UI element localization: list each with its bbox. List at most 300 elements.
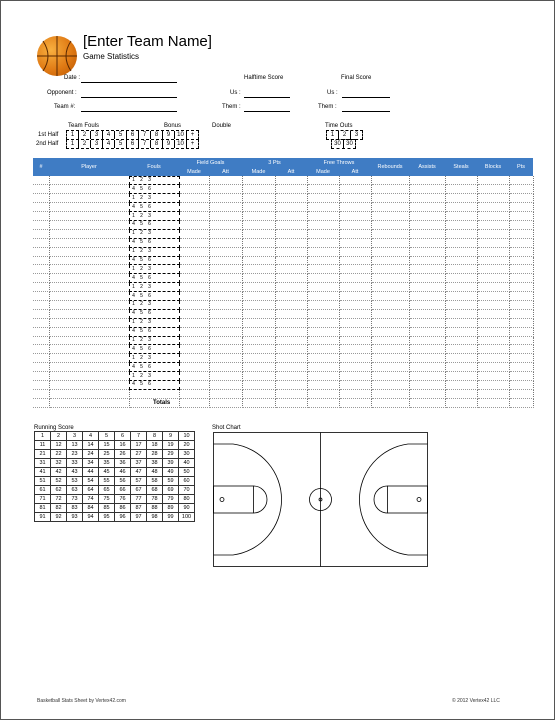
stat-cell[interactable]: [242, 247, 275, 256]
box-1[interactable]: 1: [327, 131, 339, 139]
stat-cell[interactable]: [33, 212, 49, 221]
stat-cell[interactable]: [409, 256, 445, 265]
stat-cell[interactable]: [307, 220, 339, 229]
stat-cell[interactable]: [33, 327, 49, 336]
stat-cell[interactable]: [477, 283, 509, 292]
score-cell[interactable]: 32: [51, 459, 67, 468]
stat-cell[interactable]: [209, 345, 242, 354]
stat-cell[interactable]: [49, 372, 129, 381]
stat-cell[interactable]: [179, 176, 209, 185]
stat-cell[interactable]: [33, 185, 49, 194]
stat-cell[interactable]: [179, 238, 209, 247]
score-cell[interactable]: 77: [131, 495, 147, 504]
stat-cell[interactable]: [477, 256, 509, 265]
stat-cell[interactable]: [275, 327, 307, 336]
stat-cell[interactable]: [339, 247, 371, 256]
stat-cell[interactable]: [509, 380, 533, 389]
score-cell[interactable]: 53: [67, 477, 83, 486]
stat-cell[interactable]: [307, 256, 339, 265]
team-number-field[interactable]: [81, 111, 177, 112]
score-cell[interactable]: 55: [99, 477, 115, 486]
stat-cell[interactable]: [33, 318, 49, 327]
stat-cell[interactable]: [275, 398, 307, 407]
stat-cell[interactable]: [409, 283, 445, 292]
stat-cell[interactable]: [33, 265, 49, 274]
stat-cell[interactable]: [209, 318, 242, 327]
stat-cell[interactable]: [242, 345, 275, 354]
score-cell[interactable]: 42: [51, 468, 67, 477]
stat-cell[interactable]: [509, 300, 533, 309]
stat-cell[interactable]: [371, 283, 409, 292]
stat-cell[interactable]: [49, 292, 129, 301]
box-5[interactable]: 5: [115, 140, 127, 148]
stat-cell[interactable]: [209, 398, 242, 407]
score-cell[interactable]: 52: [51, 477, 67, 486]
score-cell[interactable]: 15: [99, 441, 115, 450]
stat-cell[interactable]: [49, 185, 129, 194]
stat-cell[interactable]: [445, 398, 477, 407]
stat-cell[interactable]: [509, 194, 533, 203]
player-fouls-boxes[interactable]: 1 2 3: [129, 229, 179, 238]
stat-cell[interactable]: [307, 398, 339, 407]
stat-cell[interactable]: [409, 194, 445, 203]
stat-cell[interactable]: [509, 363, 533, 372]
score-cell[interactable]: 24: [83, 450, 99, 459]
stat-cell[interactable]: [307, 203, 339, 212]
stat-cell[interactable]: [179, 283, 209, 292]
stat-cell[interactable]: [209, 292, 242, 301]
box-7[interactable]: 7: [139, 140, 151, 148]
stat-cell[interactable]: [445, 363, 477, 372]
score-cell[interactable]: 54: [83, 477, 99, 486]
stat-cell[interactable]: [371, 345, 409, 354]
stat-cell[interactable]: [275, 256, 307, 265]
score-cell[interactable]: 88: [147, 504, 163, 513]
score-cell[interactable]: 98: [147, 513, 163, 522]
stat-cell[interactable]: [275, 212, 307, 221]
score-cell[interactable]: 59: [163, 477, 179, 486]
score-cell[interactable]: 38: [147, 459, 163, 468]
player-fouls-boxes[interactable]: 1 2 3: [129, 212, 179, 221]
score-cell[interactable]: 8: [147, 432, 163, 441]
stat-cell[interactable]: [33, 309, 49, 318]
stat-cell[interactable]: [242, 283, 275, 292]
stat-cell[interactable]: [477, 194, 509, 203]
player-fouls-boxes[interactable]: 1 2 3: [129, 372, 179, 381]
score-cell[interactable]: 94: [83, 513, 99, 522]
stat-cell[interactable]: [33, 292, 49, 301]
score-cell[interactable]: 18: [147, 441, 163, 450]
stat-cell[interactable]: [307, 265, 339, 274]
score-cell[interactable]: 36: [115, 459, 131, 468]
stat-cell[interactable]: [49, 265, 129, 274]
score-cell[interactable]: 23: [67, 450, 83, 459]
stat-cell[interactable]: [242, 220, 275, 229]
stat-cell[interactable]: [445, 283, 477, 292]
stat-cell[interactable]: [209, 212, 242, 221]
score-cell[interactable]: 33: [67, 459, 83, 468]
stat-cell[interactable]: [242, 318, 275, 327]
player-fouls-boxes[interactable]: 4 5 6: [129, 363, 179, 372]
box-7[interactable]: 7: [139, 131, 151, 139]
score-cell[interactable]: 22: [51, 450, 67, 459]
stat-cell[interactable]: [49, 247, 129, 256]
stat-cell[interactable]: [33, 220, 49, 229]
stat-cell[interactable]: [339, 372, 371, 381]
stat-cell[interactable]: [209, 265, 242, 274]
stat-cell[interactable]: [509, 283, 533, 292]
stat-cell[interactable]: [409, 336, 445, 345]
score-cell[interactable]: 16: [115, 441, 131, 450]
stat-cell[interactable]: [339, 318, 371, 327]
stat-cell[interactable]: [242, 372, 275, 381]
score-cell[interactable]: 68: [147, 486, 163, 495]
score-cell[interactable]: 1: [35, 432, 51, 441]
stat-cell[interactable]: [371, 229, 409, 238]
stat-cell[interactable]: [339, 300, 371, 309]
box-4[interactable]: 4: [103, 140, 115, 148]
stat-cell[interactable]: [445, 238, 477, 247]
stat-cell[interactable]: [242, 363, 275, 372]
stat-cell[interactable]: [179, 354, 209, 363]
basketball-court-diagram[interactable]: [213, 432, 428, 567]
stat-cell[interactable]: [242, 203, 275, 212]
stat-cell[interactable]: [242, 238, 275, 247]
score-cell[interactable]: 30: [179, 450, 195, 459]
score-cell[interactable]: 65: [99, 486, 115, 495]
score-cell[interactable]: 46: [115, 468, 131, 477]
stat-cell[interactable]: [445, 336, 477, 345]
stat-cell[interactable]: [179, 194, 209, 203]
stat-cell[interactable]: [179, 398, 209, 407]
stat-cell[interactable]: [209, 185, 242, 194]
player-fouls-boxes[interactable]: 4 5 6: [129, 292, 179, 301]
stat-cell[interactable]: [371, 292, 409, 301]
stat-cell[interactable]: [242, 327, 275, 336]
stat-cell[interactable]: [477, 318, 509, 327]
stat-cell[interactable]: [209, 283, 242, 292]
box-4[interactable]: 4: [103, 131, 115, 139]
stat-cell[interactable]: [209, 220, 242, 229]
stat-cell[interactable]: [307, 283, 339, 292]
stat-cell[interactable]: [275, 220, 307, 229]
stat-cell[interactable]: [409, 274, 445, 283]
stat-cell[interactable]: [445, 194, 477, 203]
stat-cell[interactable]: [371, 247, 409, 256]
stat-cell[interactable]: [129, 389, 179, 398]
stat-cell[interactable]: [371, 212, 409, 221]
score-cell[interactable]: 13: [67, 441, 83, 450]
stat-cell[interactable]: [209, 203, 242, 212]
player-fouls-boxes[interactable]: 4 5 6: [129, 345, 179, 354]
stat-cell[interactable]: [445, 256, 477, 265]
score-cell[interactable]: 69: [163, 486, 179, 495]
player-fouls-boxes[interactable]: 4 5 6: [129, 203, 179, 212]
stat-cell[interactable]: [339, 274, 371, 283]
stat-cell[interactable]: [307, 372, 339, 381]
stat-cell[interactable]: [33, 380, 49, 389]
player-fouls-boxes[interactable]: 1 2 3: [129, 283, 179, 292]
score-cell[interactable]: 45: [99, 468, 115, 477]
stat-cell[interactable]: [209, 372, 242, 381]
score-cell[interactable]: 87: [131, 504, 147, 513]
stat-cell[interactable]: [477, 229, 509, 238]
final-them-field[interactable]: [342, 111, 390, 112]
stat-cell[interactable]: [445, 380, 477, 389]
stat-cell[interactable]: [371, 300, 409, 309]
player-fouls-boxes[interactable]: 1 2 3: [129, 318, 179, 327]
stat-cell[interactable]: [275, 265, 307, 274]
stat-cell[interactable]: [339, 256, 371, 265]
stat-cell[interactable]: [307, 194, 339, 203]
stat-cell[interactable]: [477, 372, 509, 381]
score-cell[interactable]: 62: [51, 486, 67, 495]
score-cell[interactable]: 49: [163, 468, 179, 477]
stat-cell[interactable]: [477, 203, 509, 212]
stat-cell[interactable]: [445, 354, 477, 363]
stat-cell[interactable]: [339, 220, 371, 229]
stat-cell[interactable]: [275, 176, 307, 185]
stat-cell[interactable]: [477, 389, 509, 398]
stat-cell[interactable]: [179, 318, 209, 327]
score-cell[interactable]: 75: [99, 495, 115, 504]
stat-cell[interactable]: [509, 398, 533, 407]
score-cell[interactable]: 31: [35, 459, 51, 468]
halftime-them-field[interactable]: [244, 111, 290, 112]
stat-cell[interactable]: [409, 265, 445, 274]
stat-cell[interactable]: [179, 256, 209, 265]
stat-cell[interactable]: [445, 212, 477, 221]
box-6[interactable]: 6: [127, 140, 139, 148]
stat-cell[interactable]: [179, 229, 209, 238]
stat-cell[interactable]: [179, 380, 209, 389]
stat-cell[interactable]: [509, 220, 533, 229]
stat-cell[interactable]: [371, 256, 409, 265]
stat-cell[interactable]: [339, 229, 371, 238]
score-cell[interactable]: 14: [83, 441, 99, 450]
stat-cell[interactable]: [242, 185, 275, 194]
stat-cell[interactable]: [49, 194, 129, 203]
stat-cell[interactable]: [509, 389, 533, 398]
stat-cell[interactable]: [33, 398, 49, 407]
stat-cell[interactable]: [307, 185, 339, 194]
score-cell[interactable]: 73: [67, 495, 83, 504]
stat-cell[interactable]: [371, 185, 409, 194]
stat-cell[interactable]: [209, 300, 242, 309]
player-fouls-boxes[interactable]: 4 5 6: [129, 256, 179, 265]
stat-cell[interactable]: [509, 327, 533, 336]
stat-cell[interactable]: [477, 345, 509, 354]
stat-cell[interactable]: [477, 185, 509, 194]
score-cell[interactable]: 63: [67, 486, 83, 495]
stat-cell[interactable]: [509, 212, 533, 221]
stat-cell[interactable]: [33, 300, 49, 309]
stat-cell[interactable]: [477, 265, 509, 274]
stat-cell[interactable]: [209, 229, 242, 238]
stat-cell[interactable]: [477, 309, 509, 318]
score-cell[interactable]: 67: [131, 486, 147, 495]
score-cell[interactable]: 12: [51, 441, 67, 450]
stat-cell[interactable]: [371, 176, 409, 185]
score-cell[interactable]: 91: [35, 513, 51, 522]
score-cell[interactable]: 40: [179, 459, 195, 468]
halftime-us-field[interactable]: [244, 97, 290, 98]
stat-cell[interactable]: [409, 309, 445, 318]
stat-cell[interactable]: [242, 194, 275, 203]
stat-cell[interactable]: [33, 256, 49, 265]
stat-cell[interactable]: [275, 283, 307, 292]
stat-cell[interactable]: [477, 238, 509, 247]
score-cell[interactable]: 76: [115, 495, 131, 504]
score-cell[interactable]: 19: [163, 441, 179, 450]
stat-cell[interactable]: [477, 300, 509, 309]
stat-cell[interactable]: [371, 220, 409, 229]
stat-cell[interactable]: [445, 318, 477, 327]
stat-cell[interactable]: [33, 363, 49, 372]
stat-cell[interactable]: [307, 176, 339, 185]
stat-cell[interactable]: [179, 212, 209, 221]
score-cell[interactable]: 96: [115, 513, 131, 522]
stat-cell[interactable]: [275, 194, 307, 203]
stat-cell[interactable]: [179, 247, 209, 256]
player-fouls-boxes[interactable]: 1 2 3: [129, 336, 179, 345]
box-11[interactable]: +: [190, 132, 195, 138]
stat-cell[interactable]: [409, 220, 445, 229]
stat-cell[interactable]: [371, 363, 409, 372]
stat-cell[interactable]: [445, 345, 477, 354]
stat-cell[interactable]: [409, 345, 445, 354]
stat-cell[interactable]: [275, 389, 307, 398]
stat-cell[interactable]: [339, 283, 371, 292]
stat-cell[interactable]: [242, 309, 275, 318]
box-2[interactable]: 2: [79, 140, 91, 148]
stat-cell[interactable]: [49, 389, 129, 398]
score-cell[interactable]: 17: [131, 441, 147, 450]
box-3[interactable]: 3: [354, 132, 359, 138]
stat-cell[interactable]: [179, 292, 209, 301]
stat-cell[interactable]: [371, 398, 409, 407]
stat-cell[interactable]: [477, 292, 509, 301]
final-us-field[interactable]: [342, 97, 390, 98]
score-cell[interactable]: 3: [67, 432, 83, 441]
stat-cell[interactable]: [242, 389, 275, 398]
stat-cell[interactable]: [409, 185, 445, 194]
stat-cell[interactable]: [307, 336, 339, 345]
stat-cell[interactable]: [477, 212, 509, 221]
stat-cell[interactable]: [275, 300, 307, 309]
stat-cell[interactable]: [339, 309, 371, 318]
score-cell[interactable]: 66: [115, 486, 131, 495]
score-cell[interactable]: 7: [131, 432, 147, 441]
stat-cell[interactable]: [209, 327, 242, 336]
score-cell[interactable]: 72: [51, 495, 67, 504]
score-cell[interactable]: 99: [163, 513, 179, 522]
stat-cell[interactable]: [179, 220, 209, 229]
stat-cell[interactable]: [209, 380, 242, 389]
stat-cell[interactable]: [307, 212, 339, 221]
stat-cell[interactable]: [445, 292, 477, 301]
stat-cell[interactable]: [445, 309, 477, 318]
stat-cell[interactable]: [339, 389, 371, 398]
stat-cell[interactable]: [339, 345, 371, 354]
stat-cell[interactable]: [275, 185, 307, 194]
team-name-title[interactable]: [Enter Team Name]: [83, 33, 212, 50]
stat-cell[interactable]: [509, 345, 533, 354]
stat-cell[interactable]: [477, 354, 509, 363]
stat-cell[interactable]: [242, 274, 275, 283]
stat-cell[interactable]: [409, 229, 445, 238]
stat-cell[interactable]: [339, 265, 371, 274]
stat-cell[interactable]: [209, 389, 242, 398]
score-cell[interactable]: 27: [131, 450, 147, 459]
stat-cell[interactable]: [49, 327, 129, 336]
score-cell[interactable]: 84: [83, 504, 99, 513]
score-cell[interactable]: 39: [163, 459, 179, 468]
box-10[interactable]: 10: [175, 131, 187, 139]
stat-cell[interactable]: [242, 229, 275, 238]
stat-cell[interactable]: [371, 194, 409, 203]
stat-cell[interactable]: [339, 212, 371, 221]
stat-cell[interactable]: [445, 300, 477, 309]
score-cell[interactable]: 83: [67, 504, 83, 513]
stat-cell[interactable]: [242, 176, 275, 185]
stat-cell[interactable]: [49, 238, 129, 247]
score-cell[interactable]: 5: [99, 432, 115, 441]
stat-cell[interactable]: [409, 318, 445, 327]
stat-cell[interactable]: [33, 372, 49, 381]
stat-cell[interactable]: [179, 185, 209, 194]
box-11[interactable]: +: [190, 141, 195, 147]
stat-cell[interactable]: [445, 220, 477, 229]
stat-cell[interactable]: [275, 380, 307, 389]
stat-cell[interactable]: [307, 380, 339, 389]
player-fouls-boxes[interactable]: 4 5 6: [129, 327, 179, 336]
stat-cell[interactable]: [371, 238, 409, 247]
score-cell[interactable]: 95: [99, 513, 115, 522]
stat-cell[interactable]: [307, 300, 339, 309]
stat-cell[interactable]: [371, 372, 409, 381]
stat-cell[interactable]: [477, 274, 509, 283]
score-cell[interactable]: 79: [163, 495, 179, 504]
stat-cell[interactable]: [445, 203, 477, 212]
score-cell[interactable]: 4: [83, 432, 99, 441]
score-cell[interactable]: 48: [147, 468, 163, 477]
stat-cell[interactable]: [409, 300, 445, 309]
stat-cell[interactable]: [33, 247, 49, 256]
box-3[interactable]: 3: [91, 140, 103, 148]
score-cell[interactable]: 35: [99, 459, 115, 468]
stat-cell[interactable]: [409, 176, 445, 185]
player-fouls-boxes[interactable]: 1 2 3: [129, 300, 179, 309]
stat-cell[interactable]: [509, 318, 533, 327]
stat-cell[interactable]: [209, 194, 242, 203]
stat-cell[interactable]: [445, 229, 477, 238]
stat-cell[interactable]: [307, 363, 339, 372]
stat-cell[interactable]: [33, 354, 49, 363]
stat-cell[interactable]: [209, 354, 242, 363]
box-9[interactable]: 9: [163, 131, 175, 139]
stat-cell[interactable]: [339, 380, 371, 389]
score-cell[interactable]: 64: [83, 486, 99, 495]
stat-cell[interactable]: [307, 327, 339, 336]
stat-cell[interactable]: [371, 318, 409, 327]
stat-cell[interactable]: [179, 309, 209, 318]
stat-cell[interactable]: [509, 309, 533, 318]
score-cell[interactable]: 41: [35, 468, 51, 477]
stat-cell[interactable]: [49, 283, 129, 292]
stat-cell[interactable]: [445, 327, 477, 336]
stat-cell[interactable]: [209, 274, 242, 283]
